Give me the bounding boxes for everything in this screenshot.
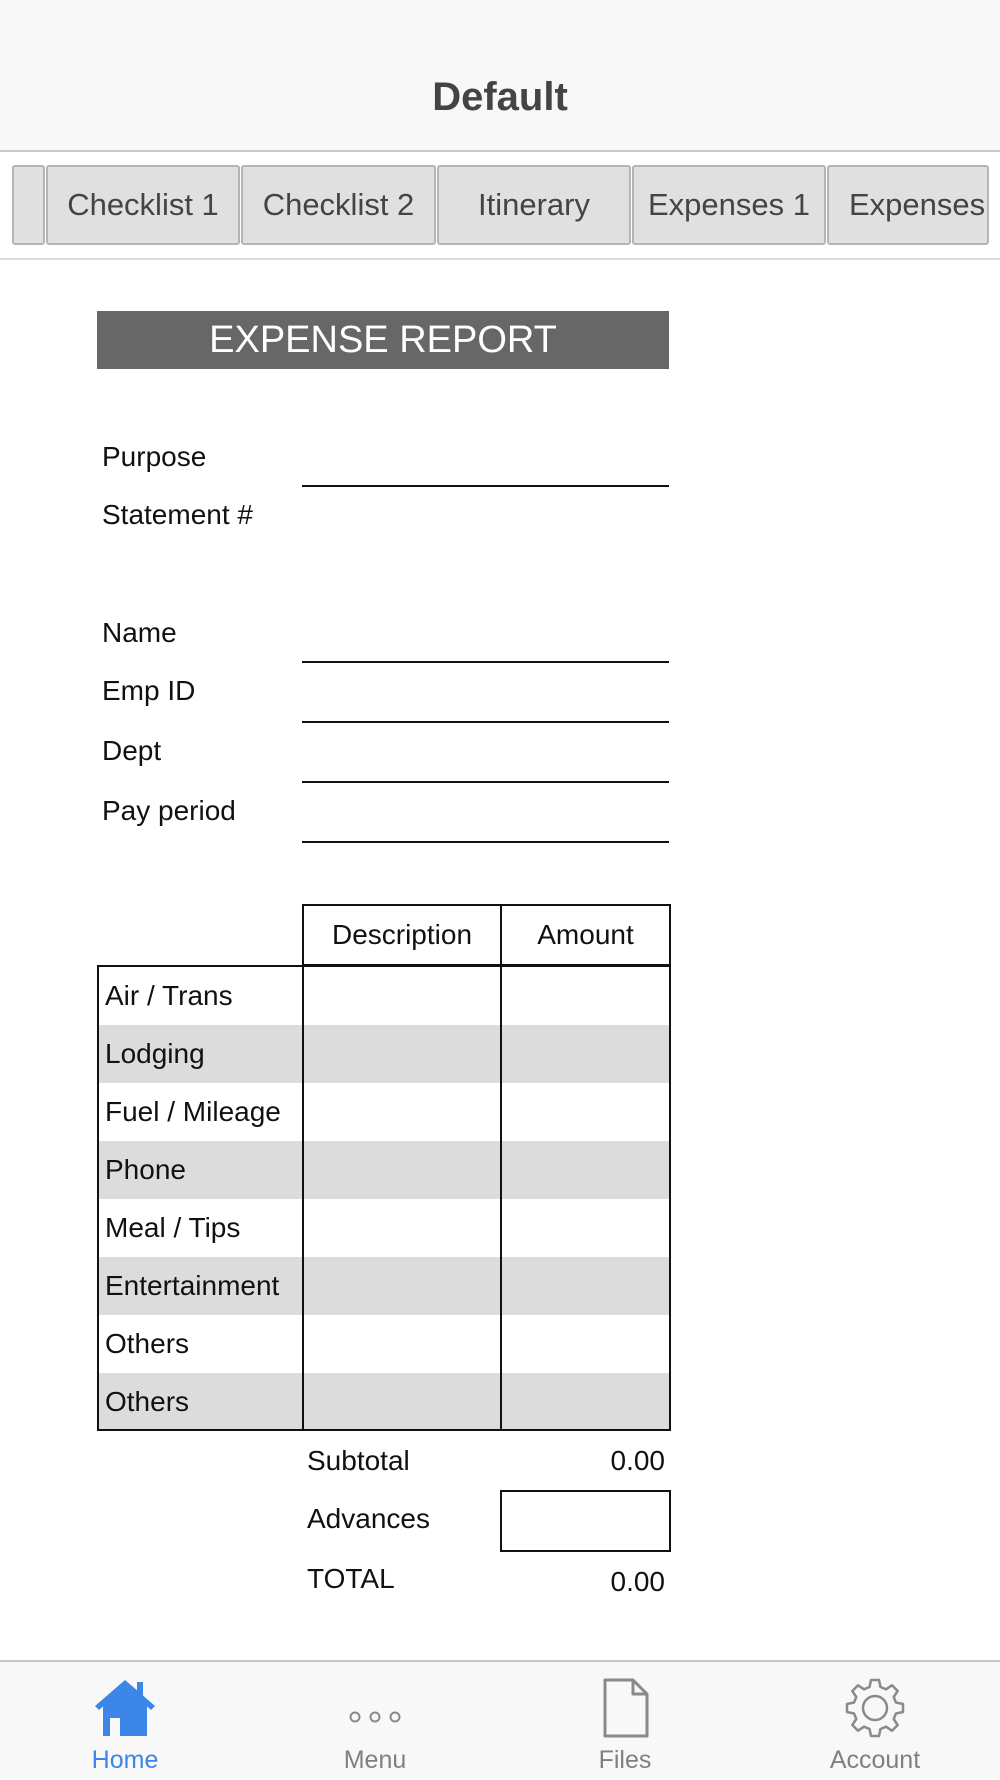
row-category: Air / Trans (105, 980, 233, 1011)
table-row (99, 967, 669, 1025)
tab-partial-left[interactable] (12, 165, 45, 245)
description-cell[interactable] (302, 1083, 499, 1141)
pay-period-underline (302, 841, 669, 843)
table-row (99, 1373, 669, 1431)
nav-menu[interactable] (250, 1662, 500, 1780)
expense-table (97, 965, 671, 1431)
nav-home[interactable] (0, 1662, 250, 1780)
sheet-tab-bar[interactable] (0, 152, 1000, 260)
page-title: Default (432, 75, 568, 119)
dept-underline (302, 781, 669, 783)
description-cell[interactable] (302, 1315, 499, 1373)
amount-cell[interactable] (501, 1315, 669, 1373)
home-icon (0, 1676, 250, 1740)
table-row (99, 1141, 669, 1199)
nav-account-label: Account (829, 1746, 921, 1774)
description-cell[interactable] (302, 967, 499, 1025)
description-header: Description (302, 904, 502, 966)
report-title: EXPENSE REPORT (97, 311, 669, 369)
description-cell[interactable] (302, 1141, 499, 1199)
nav-home-label: Home (91, 1746, 159, 1774)
purpose-input[interactable] (302, 440, 677, 484)
dept-input[interactable] (302, 737, 677, 781)
name-underline (302, 661, 669, 663)
row-category: Phone (105, 1154, 186, 1185)
row-category: Lodging (105, 1038, 205, 1069)
total-value: 0.00 (610, 1566, 665, 1597)
bottom-tab-bar (0, 1660, 1000, 1778)
amount-cell[interactable] (501, 1199, 669, 1257)
name-label: Name (102, 617, 177, 648)
tab-expenses-1[interactable]: Expenses 1 (632, 165, 826, 245)
purpose-underline (302, 485, 669, 487)
total-label: TOTAL (307, 1563, 395, 1594)
emp-id-label: Emp ID (102, 675, 196, 706)
nav-account[interactable] (750, 1662, 1000, 1780)
statement-label: Statement # (102, 499, 253, 530)
row-category: Meal / Tips (105, 1212, 241, 1243)
pay-period-input[interactable] (302, 797, 677, 841)
tab-checklist-1[interactable]: Checklist 1 (46, 165, 240, 245)
tab-checklist-2[interactable]: Checklist 2 (241, 165, 436, 245)
purpose-label: Purpose (102, 441, 207, 472)
gear-icon (750, 1676, 1000, 1740)
description-cell[interactable] (302, 1199, 499, 1257)
subtotal-value: 0.00 (610, 1445, 665, 1476)
description-cell[interactable] (302, 1373, 499, 1431)
nav-menu-label: Menu (343, 1746, 407, 1774)
table-row (99, 1199, 669, 1257)
amount-cell[interactable] (501, 1257, 669, 1315)
amount-header: Amount (500, 904, 671, 966)
subtotal-label: Subtotal (307, 1445, 410, 1476)
row-category: Fuel / Mileage (105, 1096, 281, 1127)
statement-input[interactable] (302, 496, 677, 540)
table-row (99, 1025, 669, 1083)
advances-input[interactable] (500, 1490, 671, 1552)
row-category: Others (105, 1386, 190, 1417)
amount-cell[interactable] (501, 1025, 669, 1083)
table-row (99, 1315, 669, 1373)
row-category: Others (105, 1328, 190, 1359)
amount-cell[interactable] (501, 1083, 669, 1141)
table-row (99, 1257, 669, 1315)
pay-period-label: Pay period (102, 795, 236, 826)
row-category: Entertainment (105, 1270, 280, 1301)
nav-files-label: Files (598, 1746, 652, 1774)
amount-cell[interactable] (501, 967, 669, 1025)
description-cell[interactable] (302, 1257, 499, 1315)
column-divider (302, 967, 304, 1429)
table-row (99, 1083, 669, 1141)
dept-label: Dept (102, 735, 162, 766)
advances-label: Advances (307, 1503, 430, 1534)
amount-cell[interactable] (501, 1141, 669, 1199)
amount-cell[interactable] (501, 1373, 669, 1431)
file-icon (500, 1676, 750, 1740)
column-divider (500, 967, 502, 1429)
nav-header (0, 0, 1000, 152)
emp-id-underline (302, 721, 669, 723)
more-dots-icon (250, 1676, 500, 1740)
nav-files[interactable] (500, 1662, 750, 1780)
tab-itinerary[interactable]: Itinerary (437, 165, 631, 245)
emp-id-input[interactable] (302, 677, 677, 721)
name-input[interactable] (302, 617, 677, 661)
tab-expenses-2[interactable]: Expenses (827, 165, 989, 245)
description-cell[interactable] (302, 1025, 499, 1083)
